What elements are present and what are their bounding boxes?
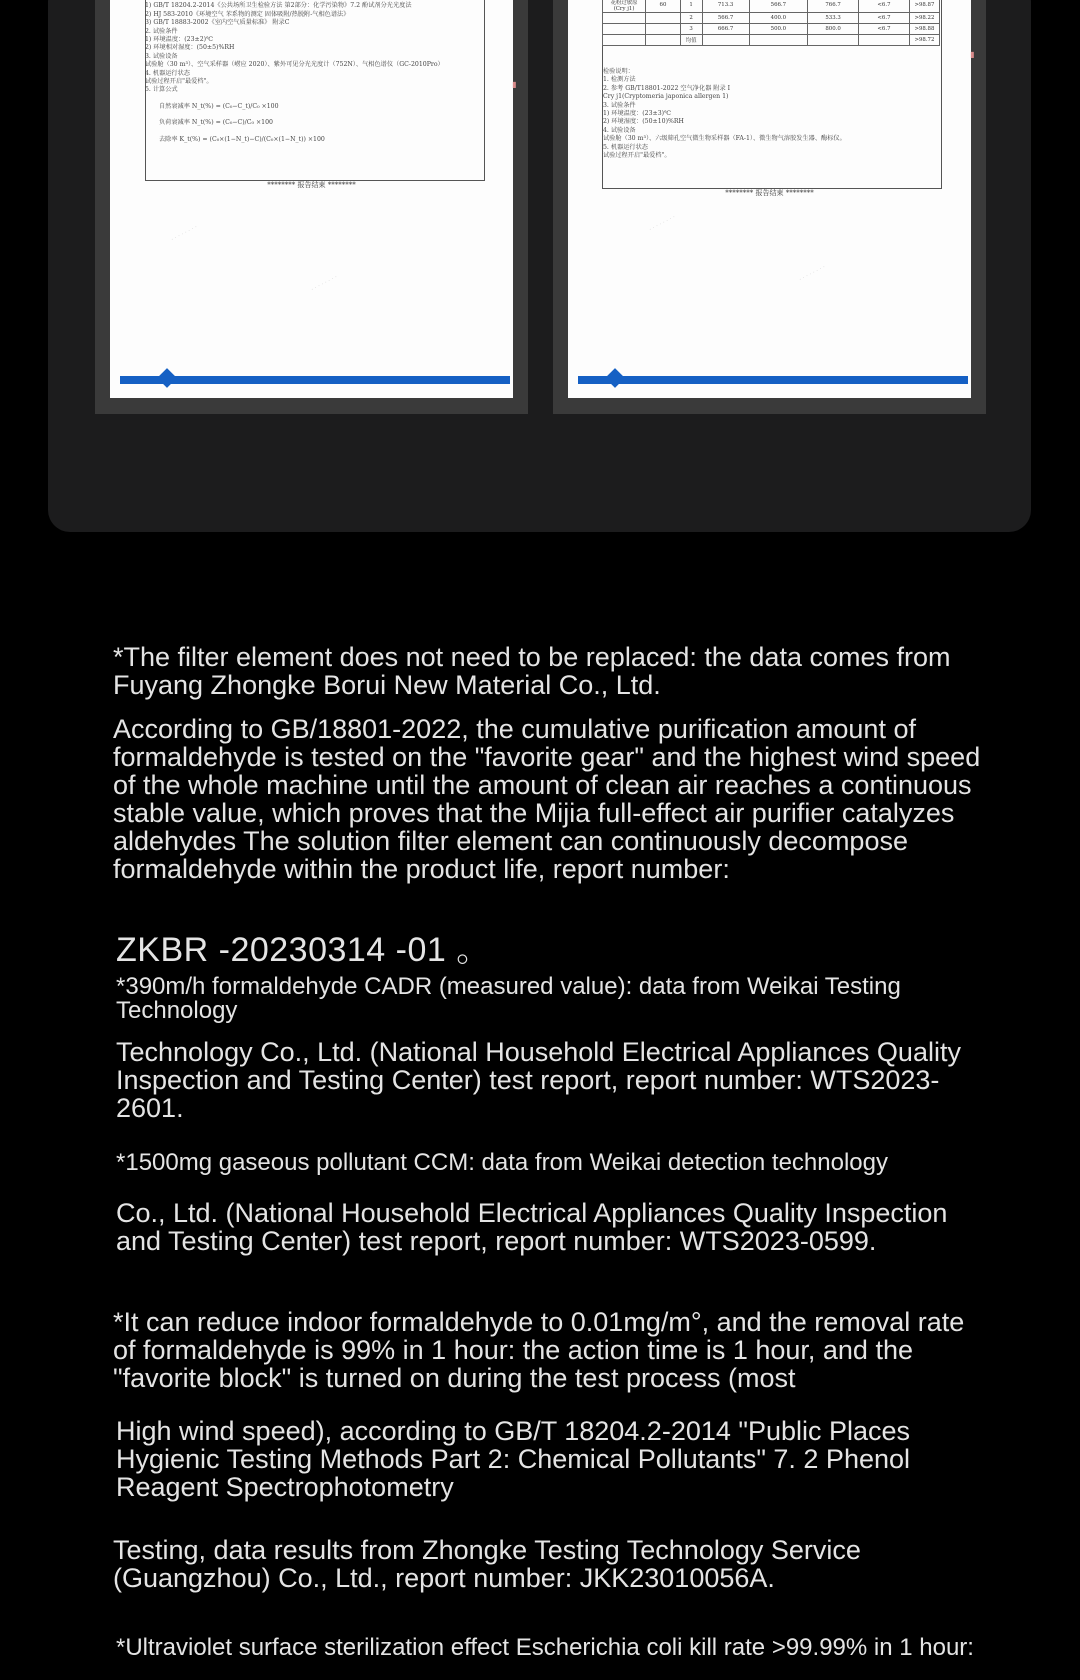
- testing-results-source: Testing, data results from Zhongke Testing Technology Service (Guangzhou) Co., Ltd., report number: JKK23010056A.: [113, 1535, 861, 1593]
- test-report-card: [48, 0, 1031, 532]
- table-row: [603, 35, 940, 46]
- stamp-mark: ▮: [968, 50, 977, 59]
- ccm-note: *1500mg gaseous pollutant CCM: data from Weikai detection technology: [116, 1149, 888, 1176]
- table-cell: 666.7: [702, 24, 749, 35]
- report-formula: 自然衰减率 N_t(%) = (C₀−C_t)/C₀ ×100: [159, 102, 279, 110]
- report-line: 3. 试验条件: [603, 101, 636, 109]
- cadr-note: *390m/h formaldehyde CADR (measured value): data from Weikai Testing Technology: [116, 973, 901, 1024]
- report-footer-marker: [157, 368, 177, 388]
- table-cell: [603, 13, 646, 24]
- report-line: 4. 机器运行状态: [145, 69, 190, 77]
- filter-note: *The filter element does not need to be replaced: the data comes from Fuyang Zhongke Borui New Material Co., Ltd.: [113, 642, 951, 700]
- report-end-marker: ******** 报告结束 ********: [725, 189, 814, 197]
- stamp-mark: ▮: [510, 80, 519, 89]
- report-line: 3) GB/T 18883-2002《室内空气质量标准》 附录C: [145, 19, 290, 27]
- table-row: [603, 13, 940, 24]
- report-end-marker: ******** 报告结束 ********: [267, 181, 356, 189]
- table-cell: 533.3: [808, 13, 859, 24]
- table-cell: [859, 35, 910, 46]
- report-line: 试验舱（30 m³）、空气采样器（崂应 2020）、紫外可见分光光度计（752N）、气相色谱仪（GC-2010Pro）: [145, 61, 444, 69]
- purification-description: According to GB/18801-2022, the cumulative purification amount of formaldehyde is tested on the "favorite gear" and the highest wind speed of the whole machine until the amount of clean air reaches a continuous stable value, which proves that the Mijia full-effect air purifier catalyzes aldehydes The solution filter element can continuously decompose formaldehyde within the product life, report number:: [113, 714, 981, 884]
- report-line: 4. 试验设备: [603, 126, 636, 134]
- table-cell: 566.7: [749, 0, 807, 13]
- test-report-image-left: [95, 0, 528, 414]
- table-cell: 566.7: [702, 13, 749, 24]
- table-cell: 500.0: [749, 24, 807, 35]
- report-line: 5. 机器运行状态: [603, 143, 648, 151]
- report-formula: 去除率 K_t(%) = (C₀×(1−N_t)−C)/(C₀×(1−N_t)) ×100: [159, 135, 325, 143]
- report-line: 1. 检测方法: [603, 76, 636, 84]
- watermark: · · · · · · · ·: [798, 263, 827, 284]
- report-text: [145, 0, 475, 144]
- report-line: 3. 试验设备: [145, 52, 178, 60]
- table-cell: >98.87: [909, 0, 939, 13]
- table-cell: [808, 35, 859, 46]
- report-footer-marker: [605, 368, 625, 388]
- table-cell: 800.0: [808, 24, 859, 35]
- report-line: 5. 计算公式: [145, 86, 178, 94]
- report-line: 试验过程开启"最爱档"。: [145, 78, 213, 86]
- table-cell: [646, 24, 681, 35]
- formaldehyde-removal-note: *It can reduce indoor formaldehyde to 0.01mg/m°, and the removal rate of formaldehyde is 99% in 1 hour: the action time is 1 hour, and the "favorite block" is turned on during the test process (most: [113, 1307, 965, 1393]
- report-line: 2) HJ 583-2010《环境空气 苯系物的测定 固体吸附/热脱附-气相色谱法》: [145, 10, 350, 18]
- table-cell: 713.3: [702, 0, 749, 13]
- report-line: 2. 试验条件: [145, 27, 178, 35]
- report-line: Cry j1(Cryptomeria japonica allergen 1): [603, 93, 729, 101]
- table-cell: >98.88: [909, 24, 939, 35]
- table-cell: 花粉过敏原 (Cry j1): [603, 0, 646, 13]
- table-cell: <6.7: [859, 24, 910, 35]
- table-cell: 均值: [680, 35, 702, 46]
- table-cell: 3: [680, 24, 702, 35]
- table-cell: <6.7: [859, 0, 910, 13]
- table-cell: [603, 35, 646, 46]
- report-page: [568, 0, 977, 398]
- report-line: 1) 环境温度：(23±2)℃: [145, 36, 213, 44]
- table-cell: [646, 13, 681, 24]
- table-cell: [749, 35, 807, 46]
- watermark: · · · · · · · ·: [170, 223, 199, 244]
- report-page: [110, 0, 519, 398]
- report-line: 试验舱（30 m³）、六级筛孔空气微生物采样器（FA-1）、微生物气溶胶发生器、酶标仪。: [603, 135, 846, 143]
- table-row: [603, 24, 940, 35]
- testing-standard-note: High wind speed), according to GB/T 18204.2-2014 "Public Places Hygienic Testing Methods Part 2: Chemical Pollutants" 7. 2 Phenol Reagent Spectrophotometry: [116, 1416, 911, 1502]
- table-cell: 60: [646, 0, 681, 13]
- table-cell: 400.0: [749, 13, 807, 24]
- watermark: · · · · · · · ·: [648, 213, 677, 234]
- report-footer-bar: [120, 376, 510, 384]
- report-table: [602, 0, 940, 46]
- test-report-image-right: [553, 0, 986, 414]
- table-cell: <6.7: [859, 13, 910, 24]
- report-footer-bar: [578, 376, 968, 384]
- ccm-report-details: Co., Ltd. (National Household Electrical Appliances Quality Inspection and Testing Center) test report, report number: WTS2023-0599.: [116, 1198, 948, 1256]
- report-line: 检验说明：: [603, 68, 634, 75]
- table-cell: [603, 24, 646, 35]
- report-text: [603, 68, 933, 160]
- uv-sterilization-note: *Ultraviolet surface sterilization effect Escherichia coli kill rate >99.99% in 1 hour:: [116, 1634, 974, 1661]
- report-line: 2) 环境湿度：(50±10)%RH: [603, 118, 684, 126]
- report-line: 1) GB/T 18204.2-2014《公共场所卫生检验方法 第2部分：化学污染物》7.2 酚试剂分光光度法: [145, 2, 412, 10]
- table-row: [603, 0, 940, 13]
- report-line: 2. 参考 GB/T18801-2022 空气净化器 附录 I: [603, 84, 731, 92]
- report-line: 1) 环境温度：(23±3)℃: [603, 110, 671, 118]
- report-number-zkbr: ZKBR -20230314 -01 。: [116, 931, 491, 969]
- table-cell: >98.22: [909, 13, 939, 24]
- table-cell: 1: [680, 0, 702, 13]
- cadr-report-details: Technology Co., Ltd. (National Household Electrical Appliances Quality Inspection and Testing Center) test report, report number: WTS2023-2601.: [116, 1037, 961, 1123]
- report-formula: 负荷衰减率 N_t(%) = (C₀−C)/C₀ ×100: [159, 119, 273, 127]
- watermark: · · · · · · · ·: [310, 273, 339, 294]
- table-cell: [702, 35, 749, 46]
- table-cell: [646, 35, 681, 46]
- table-cell: 2: [680, 13, 702, 24]
- report-line: 试验过程开启"最爱档"。: [603, 152, 671, 160]
- table-cell: 766.7: [808, 0, 859, 13]
- table-cell: >98.72: [909, 35, 939, 46]
- report-line: 2) 环境相对湿度：(50±5)%RH: [145, 44, 235, 52]
